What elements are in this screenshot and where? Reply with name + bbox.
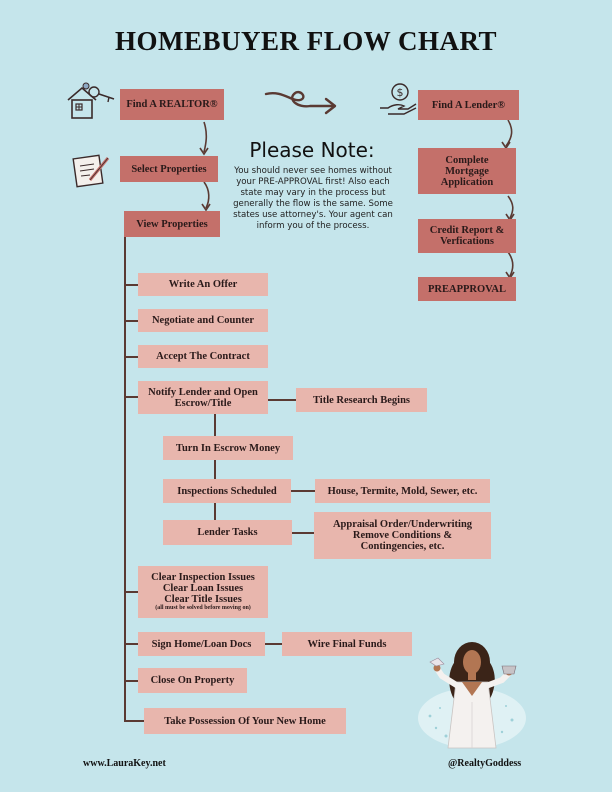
connector-clear — [124, 591, 138, 593]
negotiate-box — [138, 309, 268, 332]
write-offer-label: Write An Offer — [168, 279, 238, 290]
main-spine-line — [124, 237, 126, 721]
credit-report-box — [418, 219, 516, 253]
view-properties-box — [124, 211, 220, 237]
notify-lender-box — [138, 381, 268, 414]
inspections-box — [163, 479, 291, 503]
complete-application-label: Complete Mortgage Application — [440, 154, 494, 188]
connector-title-research — [268, 399, 296, 401]
inspections-label: Inspections Scheduled — [177, 485, 277, 497]
possession-label: Take Possession Of Your New Home — [164, 715, 326, 727]
arrow-application-to-credit — [498, 194, 522, 222]
wire-funds-box — [282, 632, 412, 656]
page-title: HOMEBUYER FLOW CHART — [114, 26, 498, 56]
credit-report-label: Credit Report & Verfications — [429, 225, 505, 247]
note-heading: Please Note: — [249, 138, 375, 162]
note-body: You should never see homes without your PRE-APPROVAL first! Also each state may vary in the process but generally the flow is the same. Some states use attorney's. Your agent can inform you of the process. — [233, 166, 393, 231]
arrow-select-to-view — [194, 180, 218, 212]
accept-contract-box — [138, 345, 268, 368]
escrow-money-label: Turn In Escrow Money — [175, 442, 281, 454]
title-research-box — [296, 388, 427, 412]
arrow-lender-to-application — [496, 118, 520, 150]
view-properties-label: View Properties — [136, 218, 208, 230]
clear-title-label: Clear Title Issues — [164, 594, 242, 605]
footer-handle[interactable]: @RealtyGoddess — [448, 758, 522, 769]
close-property-label: Close On Property — [150, 675, 235, 686]
select-properties-box — [120, 156, 218, 182]
possession-box — [144, 708, 346, 734]
select-properties-label: Select Properties — [131, 163, 207, 175]
squiggle-arrow-icon — [262, 86, 340, 116]
negotiate-label: Negotiate and Counter — [151, 315, 255, 326]
svg-text:$: $ — [396, 86, 404, 99]
complete-application-box — [418, 148, 516, 194]
title-research-label: Title Research Begins — [312, 394, 411, 406]
clear-issues-box — [138, 566, 268, 618]
find-lender-label: Find A Lender® — [431, 99, 506, 111]
write-offer-box — [138, 273, 268, 296]
connector-wire — [265, 643, 282, 645]
secondary-spine-line — [214, 410, 216, 522]
arrow-realtor-to-select — [190, 120, 214, 156]
clear-loan-label: Clear Loan Issues — [162, 583, 244, 594]
connector-notify — [124, 396, 138, 398]
appraisal-label: Appraisal Order/Underwriting Remove Conditions & Contingencies, etc. — [332, 519, 473, 552]
preapproval-box — [418, 277, 516, 301]
connector-sign — [124, 643, 138, 645]
find-lender-box — [418, 90, 519, 120]
sign-docs-box — [138, 632, 265, 656]
house-key-icon — [64, 82, 116, 122]
close-property-box — [138, 668, 247, 693]
escrow-money-box — [163, 436, 293, 460]
appraisal-box — [314, 512, 491, 559]
wire-funds-label: Wire Final Funds — [307, 638, 387, 650]
connector-close — [124, 680, 138, 682]
connector-possession — [124, 720, 144, 722]
connector-write-offer — [124, 284, 138, 286]
find-realtor-box — [120, 89, 224, 120]
lender-tasks-box — [163, 520, 292, 545]
lender-tasks-label: Lender Tasks — [197, 527, 258, 538]
agent-illustration — [416, 632, 528, 750]
arrow-credit-to-preapproval — [498, 250, 522, 280]
connector-negotiate — [124, 320, 138, 322]
clear-inspection-label: Clear Inspection Issues — [151, 572, 255, 583]
sign-docs-label: Sign Home/Loan Docs — [151, 638, 252, 650]
clear-note-label: (all must be solved before moving on) — [155, 605, 251, 611]
notify-lender-label: Notify Lender and Open Escrow/Title — [148, 386, 258, 409]
accept-contract-label: Accept The Contract — [156, 351, 250, 362]
inspection-types-box — [315, 479, 490, 503]
connector-accept — [124, 356, 138, 358]
preapproval-label: PREAPPROVAL — [428, 283, 506, 295]
connector-inspection-types — [291, 490, 315, 492]
money-hand-icon — [378, 82, 418, 118]
find-realtor-label: Find A REALTOR® — [126, 99, 218, 110]
document-pen-icon — [72, 152, 112, 188]
footer-website[interactable]: www.LauraKey.net — [83, 758, 166, 769]
connector-appraisal — [292, 532, 314, 534]
inspection-types-label: House, Termite, Mold, Sewer, etc. — [327, 485, 478, 497]
